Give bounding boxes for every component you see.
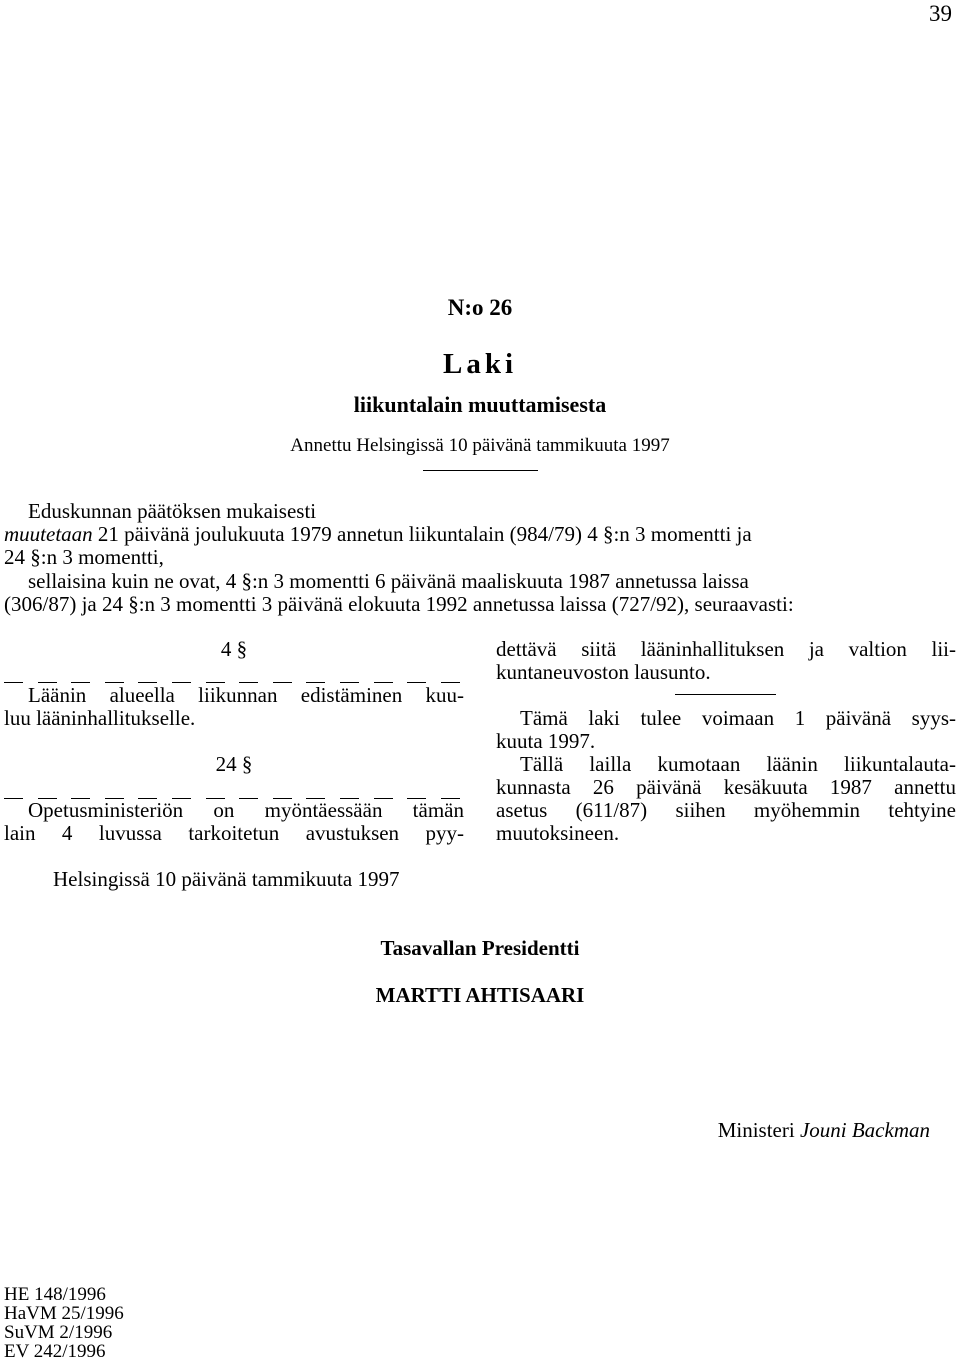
section-4-heading: 4 § bbox=[220, 637, 248, 661]
reference-item: EV 242/1996 bbox=[4, 1341, 106, 1362]
section-24-text: Opetusministeriön on myöntäessään tämän bbox=[28, 798, 464, 822]
given-date: Annettu Helsingissä 10 päivänä tammikuuta 1997 bbox=[290, 435, 670, 456]
section-4-text: luu lääninhallitukselle. bbox=[4, 706, 196, 730]
repeal-text: kunnasta 26 päivänä kesäkuuta 1987 annettu bbox=[496, 775, 956, 799]
repeal-text: muutoksineen. bbox=[496, 821, 620, 845]
statute-subtitle: liikuntalain muuttamisesta bbox=[353, 392, 607, 417]
amend-text: 21 päivänä joulukuuta 1979 annetun liikuntalain (984/79) 4 §:n 3 momentti ja bbox=[92, 522, 752, 546]
president-name: MARTTI AHTISAARI bbox=[375, 983, 585, 1007]
repeal-text: asetus (611/87) siihen myöhemmin tehtyine bbox=[496, 798, 956, 822]
provisions-divider bbox=[675, 694, 776, 695]
section-24-heading: 24 § bbox=[215, 752, 253, 776]
reference-item: HE 148/1996 bbox=[4, 1284, 106, 1305]
minister-prefix: Ministeri bbox=[717, 1118, 795, 1142]
minister-signature bbox=[718, 1118, 930, 1142]
preamble-line: Eduskunnan päätöksen mukaisesti bbox=[28, 499, 317, 523]
preamble-line: sellaisina kuin ne ovat, 4 §:n 3 momentti 6 päivänä maaliskuuta 1987 annetussa laissa bbox=[28, 569, 749, 593]
page-number: 39 bbox=[929, 1, 952, 26]
statute-number: N:o 26 bbox=[447, 295, 513, 320]
reference-item: SuVM 2/1996 bbox=[4, 1322, 113, 1343]
entry-into-force-text: kuuta 1997. bbox=[496, 729, 596, 753]
entry-into-force-text: Tämä laki tulee voimaan 1 päivänä syys- bbox=[520, 706, 956, 730]
section-24-continuation: kuntaneuvoston lausunto. bbox=[496, 660, 711, 684]
statute-type: Laki bbox=[442, 348, 518, 380]
section-4-text: Läänin alueella liikunnan edistäminen kuu- bbox=[28, 683, 464, 707]
repeal-text: Tällä lailla kumotaan läänin liikuntalauta- bbox=[520, 752, 956, 776]
preamble-line: 24 §:n 3 momentti, bbox=[4, 545, 164, 569]
president-title: Tasavallan Presidentti bbox=[380, 936, 580, 960]
section-24-continuation: dettävä siitä lääninhallituksen ja valtion lii- bbox=[496, 637, 956, 661]
minister-name: Jouni Backman bbox=[799, 1118, 930, 1142]
amend-verb: muutetaan bbox=[4, 522, 93, 546]
preamble-line: (306/87) ja 24 §:n 3 momentti 3 päivänä elokuuta 1992 annetussa laissa (727/92), seuraavasti: bbox=[4, 592, 794, 616]
header-divider bbox=[423, 470, 538, 471]
section-24-text: lain 4 luvussa tarkoitetun avustuksen pyy- bbox=[4, 821, 464, 845]
preamble-amend-line bbox=[4, 522, 752, 546]
place-and-date: Helsingissä 10 päivänä tammikuuta 1997 bbox=[53, 867, 400, 891]
reference-item: HaVM 25/1996 bbox=[4, 1303, 124, 1324]
legislative-references bbox=[4, 1285, 124, 1361]
